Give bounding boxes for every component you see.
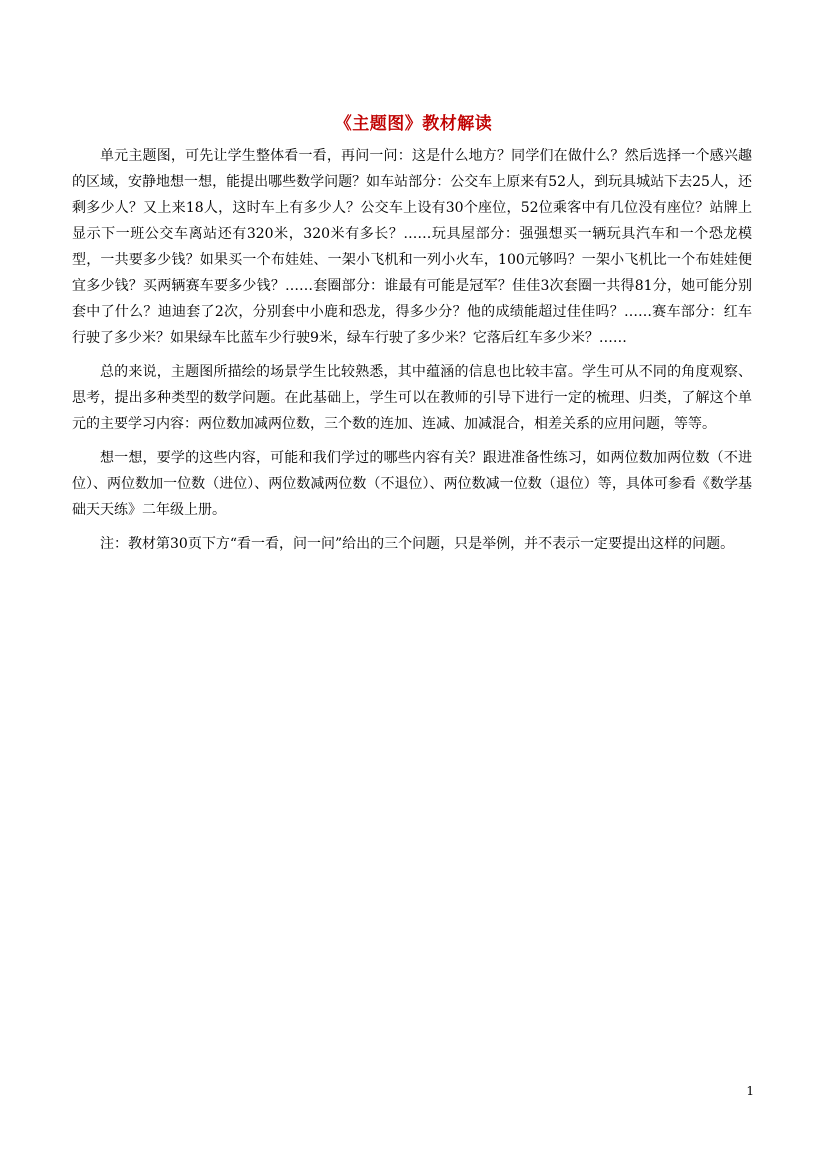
document-title: 《主题图》教材解读: [334, 114, 493, 134]
paragraph-summary: 总的来说，主题图所描绘的场景学生比较熟悉，其中蕴涵的信息也比较丰富。学生可从不同的角度观察、思考，提出多种类型的数学问题。在此基础上，学生可以在教师的引导下进行一定的梳理、归类，了解这个单元的主要学习内容：两位数加减两位数，三个数的连加、连减、加减混合，相差关系的应用问题，等等。: [72, 364, 752, 432]
paragraph-theme-overview: 单元主题图，可先让学生整体看一看，再问一问：这是什么地方？同学们在做什么？然后选择一个感兴趣的区域，安静地想一想，能提出哪些数学问题？如车站部分：公交车上原来有52人，到玩具城站下去25人，还剩多少人？又上来18人，这时车上有多少人？公交车上设有30个座位，52位乘客中有几位没有座位？站牌上显示下一班公交车离站还有320米，320米有多长？……玩具屋部分：强强想买一辆玩具汽车和一个恐龙模型，一共要多少钱？如果买一个布娃娃、一架小飞机和一列小火车，100元够吗？一架小飞机比一个布娃娃便宜多少钱？买两辆赛车要多少钱？……套圈部分：谁最有可能是冠军？佳佳3次套圈一共得81分，她可能分别套中了什么？迪迪套了2次，分别套中小鹿和恐龙，得多少分？他的成绩能超过佳佳吗？……赛车部分：红车行驶了多少米？如果绿车比蓝车少行驶9米，绿车行驶了多少米？它落后红车多少米？……: [72, 148, 752, 346]
paragraph-note: 注：教材第30页下方“看一看，问一问”给出的三个问题，只是举例，并不表示一定要提出这样的问题。: [100, 536, 735, 552]
document-body: [72, 143, 752, 565]
paragraph-preparation: 想一想，要学的这些内容，可能和我们学过的哪些内容有关？跟进准备性练习，如两位数加两位数（不进位）、两位数加一位数（进位）、两位数减两位数（不退位）、两位数减一位数（退位）等，具体可参看《数学基础天天练》二年级上册。: [72, 450, 752, 518]
page-number: 1: [746, 1084, 754, 1098]
